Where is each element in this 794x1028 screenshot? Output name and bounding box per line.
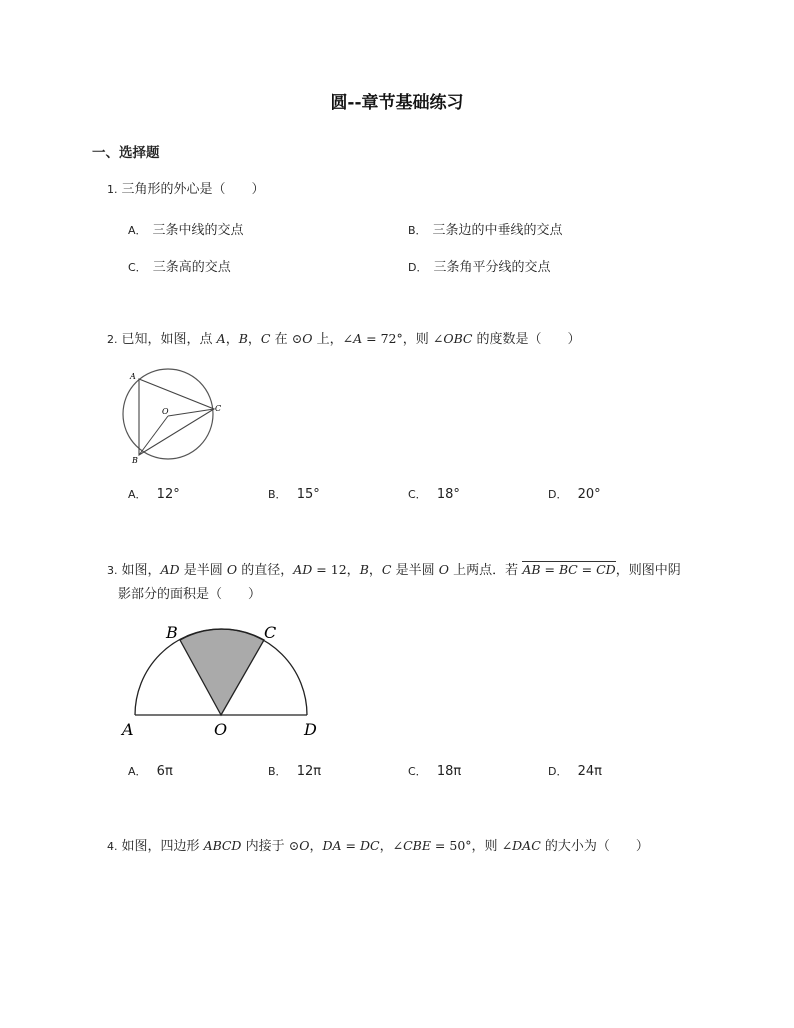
math-arcs-equal: 𝐴𝐵 = 𝐵𝐶 = 𝐶𝐷 (522, 562, 616, 577)
math-da-equals-dc: 𝐷𝐴 = 𝐷𝐶 (322, 838, 380, 853)
q2-option-a[interactable] (128, 486, 180, 502)
option-letter: A． (128, 224, 147, 237)
question-text: ，则 (402, 332, 429, 347)
q1-option-d[interactable] (408, 256, 551, 275)
question-text: 上， (316, 332, 343, 347)
question-text: 的度数是（ ） (476, 332, 581, 347)
page-title: 圆--章节基础练习 (330, 93, 464, 113)
label-o: O (214, 720, 228, 739)
option-text: 20° (577, 487, 601, 502)
question-text: ，则 (471, 839, 498, 854)
math-angle-a: ∠𝐴 = 72° (342, 331, 403, 346)
question-text: 是半圆 (183, 563, 223, 578)
math-point-a: A (216, 331, 226, 346)
option-letter: B． (408, 224, 427, 237)
question-1-stem (107, 179, 265, 201)
comma: ， (247, 332, 261, 347)
q2-circle-figure (110, 364, 230, 474)
label-c: C (264, 623, 277, 642)
question-text: 如图， (121, 563, 161, 578)
math-abcd: 𝐴𝐵𝐶𝐷 (203, 838, 242, 853)
question-3-stem-line2: 影部分的面积是（ ） (118, 587, 262, 602)
math-ad: 𝐴𝐷 (160, 562, 180, 577)
label-b: B (166, 623, 178, 642)
math-ad-equals: 𝐴𝐷 = 12 (293, 562, 347, 577)
question-text: 三角形的外心是（ ） (121, 182, 265, 197)
comma: ， (368, 563, 382, 578)
math-angle-dac: ∠𝐷𝐴𝐶 (501, 838, 541, 853)
math-point-b: B (238, 331, 248, 346)
question-text: 已知，如图，点 (121, 332, 213, 347)
math-circle-o: ⊙𝑂 (291, 331, 313, 346)
math-c: 𝐶 (381, 562, 392, 577)
math-b: 𝐵 (359, 562, 369, 577)
option-letter: D． (408, 261, 428, 274)
math-point-c: C (260, 331, 271, 346)
question-number: 3. (107, 564, 118, 577)
question-number: 4. (107, 840, 118, 853)
comma: ， (379, 839, 393, 854)
q2-option-c[interactable] (408, 486, 460, 502)
math-o: 𝑂 (438, 562, 450, 577)
question-text: 是半圆 (395, 563, 435, 578)
section-heading: 一、选择题 (92, 145, 160, 161)
label-a: A (130, 372, 136, 381)
option-text: 12π (296, 764, 322, 779)
segment-ob (139, 416, 168, 455)
option-letter: C． (408, 765, 427, 778)
q3-option-c[interactable] (408, 763, 461, 779)
question-number: 1. (107, 183, 118, 196)
q3-option-b[interactable] (268, 763, 321, 779)
option-text: 三条高的交点 (152, 260, 231, 275)
option-letter: A． (128, 488, 147, 501)
option-text: 三条角平分线的交点 (433, 260, 551, 275)
q2-option-b[interactable] (268, 486, 320, 502)
option-text: 18π (436, 764, 462, 779)
option-letter: D． (548, 488, 568, 501)
question-text: 在 (274, 332, 288, 347)
q2-option-d[interactable] (548, 486, 601, 502)
math-circle-o: ⊙𝑂 (288, 838, 310, 853)
question-2-stem (107, 328, 581, 351)
option-letter: B． (268, 765, 287, 778)
question-number: 2. (107, 333, 118, 346)
comma: ， (309, 839, 323, 854)
option-letter: D． (548, 765, 568, 778)
option-text: 三条边的中垂线的交点 (432, 223, 563, 238)
option-letter: C． (408, 488, 427, 501)
question-text: 的大小为（ ） (544, 839, 649, 854)
segment-oc (168, 409, 214, 416)
question-text: ，则图中阴 (615, 563, 681, 578)
label-a: A (122, 720, 134, 739)
option-letter: A． (128, 765, 147, 778)
question-text: 上两点．若 (453, 563, 519, 578)
option-letter: B． (268, 488, 287, 501)
label-d: D (304, 720, 317, 739)
question-text: 内接于 (245, 839, 285, 854)
q1-option-a[interactable] (128, 219, 244, 238)
q1-option-b[interactable] (408, 219, 563, 238)
option-text: 三条中线的交点 (152, 223, 244, 238)
label-o: O (162, 407, 169, 416)
question-text: 如图，四边形 (121, 839, 200, 854)
comma: ， (346, 563, 360, 578)
math-o: 𝑂 (226, 562, 238, 577)
q3-option-a[interactable] (128, 763, 173, 779)
option-text: 15° (296, 487, 320, 502)
shaded-sector-boc (180, 629, 264, 715)
math-angle-obc: ∠𝑂𝐵𝐶 (432, 331, 473, 346)
math-angle-cbe: ∠𝐶𝐵𝐸 = 50° (392, 838, 472, 853)
option-text: 6π (156, 764, 173, 779)
question-4-stem (107, 835, 649, 858)
label-c: C (215, 404, 222, 413)
question-text: 的直径， (241, 563, 294, 578)
triangle-abc (139, 379, 214, 455)
q3-option-d[interactable] (548, 763, 602, 779)
label-b: B (132, 456, 138, 465)
q3-semicircle-figure (118, 618, 338, 743)
question-3-stem (107, 559, 681, 582)
q1-option-c[interactable] (128, 256, 231, 275)
option-text: 24π (577, 764, 602, 779)
option-letter: C． (128, 261, 147, 274)
comma: ， (225, 332, 239, 347)
option-text: 12° (156, 487, 180, 502)
option-text: 18° (436, 487, 460, 502)
